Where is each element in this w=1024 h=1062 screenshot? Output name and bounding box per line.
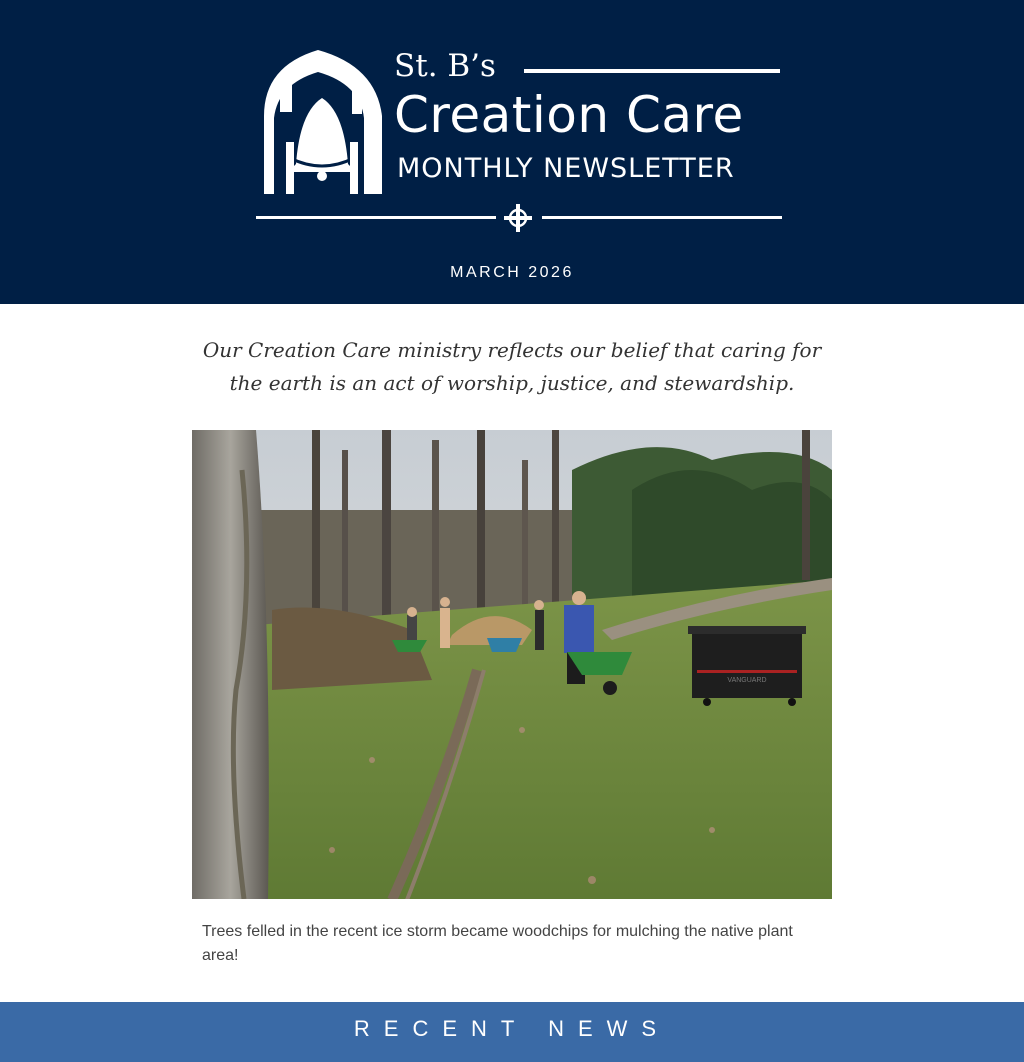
celtic-cross-divider: [254, 204, 784, 234]
newsletter-logo: [254, 40, 784, 240]
cart-label: VANGUARD: [727, 677, 767, 684]
feature-photo: [192, 430, 832, 899]
section-title: RECENT NEWS: [353, 1016, 671, 1041]
logo-divider-top: [524, 69, 780, 73]
bell-tower-icon: [256, 46, 386, 196]
logo-line-2: Creation Care: [394, 86, 744, 144]
logo-line-3: MONTHLY NEWSLETTER: [397, 153, 735, 184]
intro-tagline: Our Creation Care ministry reflects our belief that caring for the earth is an act of worship, justice, and stewardship.: [202, 338, 822, 395]
photo-caption: Trees felled in the recent ice storm became woodchips for mulching the native plant area!: [202, 923, 793, 964]
newsletter-header: [0, 0, 1024, 304]
logo-line-1: St. B’s: [394, 48, 496, 84]
volunteers-mulching-photo: [192, 430, 832, 899]
section-bar-recent-news: [0, 1002, 1024, 1062]
issue-date: MARCH 2026: [450, 264, 574, 281]
